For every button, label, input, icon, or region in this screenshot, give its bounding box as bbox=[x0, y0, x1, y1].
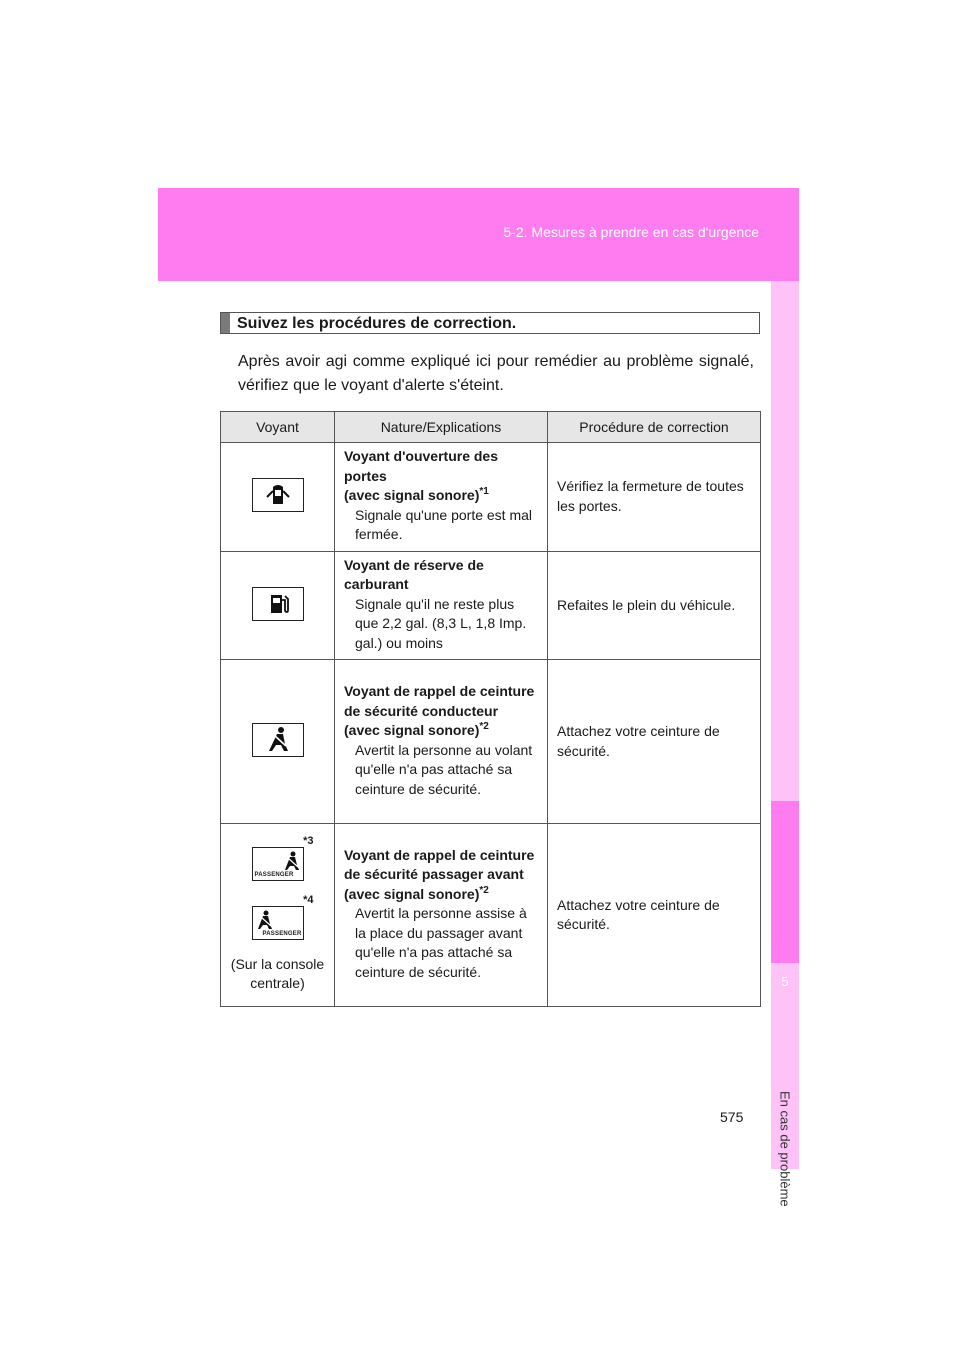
indicator-title: Voyant de rappel de ceinture de sécurité passager avant bbox=[344, 846, 535, 883]
fuel-pump-icon bbox=[252, 587, 304, 621]
icon-footnote-ref: *4 bbox=[303, 894, 314, 906]
indicator-cell bbox=[221, 443, 335, 552]
indicator-cell bbox=[221, 660, 335, 824]
procedure-heading-text: Suivez les procédures de correction. bbox=[237, 315, 517, 332]
indicator-title-2 bbox=[344, 721, 539, 741]
table-header-row bbox=[221, 412, 761, 443]
indicator-title-2 bbox=[344, 486, 539, 506]
nature-cell bbox=[335, 443, 548, 552]
procedure-cell: Attachez votre ceinture de sécurité. bbox=[548, 660, 761, 824]
indicator-explanation: Signale qu'il ne reste plus que 2,2 gal. (8,3 L, 1,8 Imp. gal.) ou moins bbox=[355, 595, 527, 651]
table-row bbox=[221, 551, 761, 660]
icon-label: PASSENGER bbox=[254, 872, 294, 878]
procedure-cell: Attachez votre ceinture de sécurité. bbox=[548, 824, 761, 1007]
passenger-seatbelt-icon bbox=[252, 906, 304, 940]
passenger-seatbelt-icon bbox=[252, 847, 304, 881]
page-number: 575 bbox=[720, 1109, 744, 1125]
location-note: (Sur la console centrale) bbox=[230, 956, 325, 991]
nature-cell bbox=[335, 660, 548, 824]
footnote-ref: *2 bbox=[479, 884, 489, 896]
signal-note-text: (avec signal sonore) bbox=[344, 722, 480, 738]
header-band bbox=[158, 188, 799, 281]
passenger-seatbelt-icon-b bbox=[248, 894, 314, 940]
procedure-heading bbox=[220, 312, 760, 334]
indicator-title: Voyant de rappel de ceinture de sécurité conducteur bbox=[344, 683, 535, 719]
indicator-cell bbox=[221, 824, 335, 1007]
table-row bbox=[221, 660, 761, 824]
chapter-number-box bbox=[771, 801, 799, 963]
indicator-explanation: Signale qu'une porte est mal fermée. bbox=[355, 506, 533, 542]
icon-label: PASSENGER bbox=[262, 931, 302, 937]
procedure-cell: Vérifiez la fermeture de toutes les portes. bbox=[548, 443, 761, 552]
signal-note-text: (avec signal sonore) bbox=[344, 885, 480, 902]
col-header-nature: Nature/Explications bbox=[335, 412, 548, 443]
chapter-label-wrap bbox=[771, 981, 799, 1231]
door-open-icon bbox=[252, 478, 304, 512]
seatbelt-icon bbox=[252, 723, 304, 757]
nature-cell bbox=[335, 551, 548, 660]
indicator-cell bbox=[221, 551, 335, 660]
footnote-ref: *2 bbox=[479, 721, 489, 732]
icon-footnote-ref: *3 bbox=[303, 835, 314, 847]
warning-table bbox=[220, 411, 761, 1007]
table-row bbox=[221, 824, 761, 1007]
chapter-side-tab[interactable] bbox=[771, 281, 799, 1207]
section-title: 5-2. Mesures à prendre en cas d'urgence bbox=[503, 224, 759, 240]
signal-note-text: (avec signal sonore) bbox=[344, 487, 480, 503]
indicator-title-2 bbox=[344, 885, 539, 905]
indicator-title: Voyant d'ouverture des portes bbox=[344, 448, 498, 484]
intro-paragraph: Après avoir agi comme expliqué ici pour remédier au problème signalé, vérifiez que le voyant d'alerte s'éteint. bbox=[238, 353, 754, 394]
heading-bar bbox=[221, 313, 230, 333]
chapter-number: 5 bbox=[781, 974, 789, 989]
passenger-seatbelt-icon-a bbox=[248, 835, 314, 881]
footnote-ref: *1 bbox=[479, 486, 489, 497]
nature-cell bbox=[335, 824, 548, 1007]
col-header-procedure: Procédure de correction bbox=[548, 412, 761, 443]
procedure-cell: Refaites le plein du véhicule. bbox=[548, 551, 761, 660]
table-row bbox=[221, 443, 761, 552]
indicator-title: Voyant de réserve de carburant bbox=[344, 556, 484, 592]
indicator-explanation: Avertit la personne au volant qu'elle n'a pas attaché sa ceinture de sécurité. bbox=[355, 741, 533, 797]
indicator-explanation: Avertit la personne assise à la place du passager avant qu'elle n'a pas attaché sa ceinture de sécurité. bbox=[355, 905, 527, 980]
chapter-label: En cas de problème bbox=[777, 1091, 793, 1207]
col-header-voyant: Voyant bbox=[221, 412, 335, 443]
